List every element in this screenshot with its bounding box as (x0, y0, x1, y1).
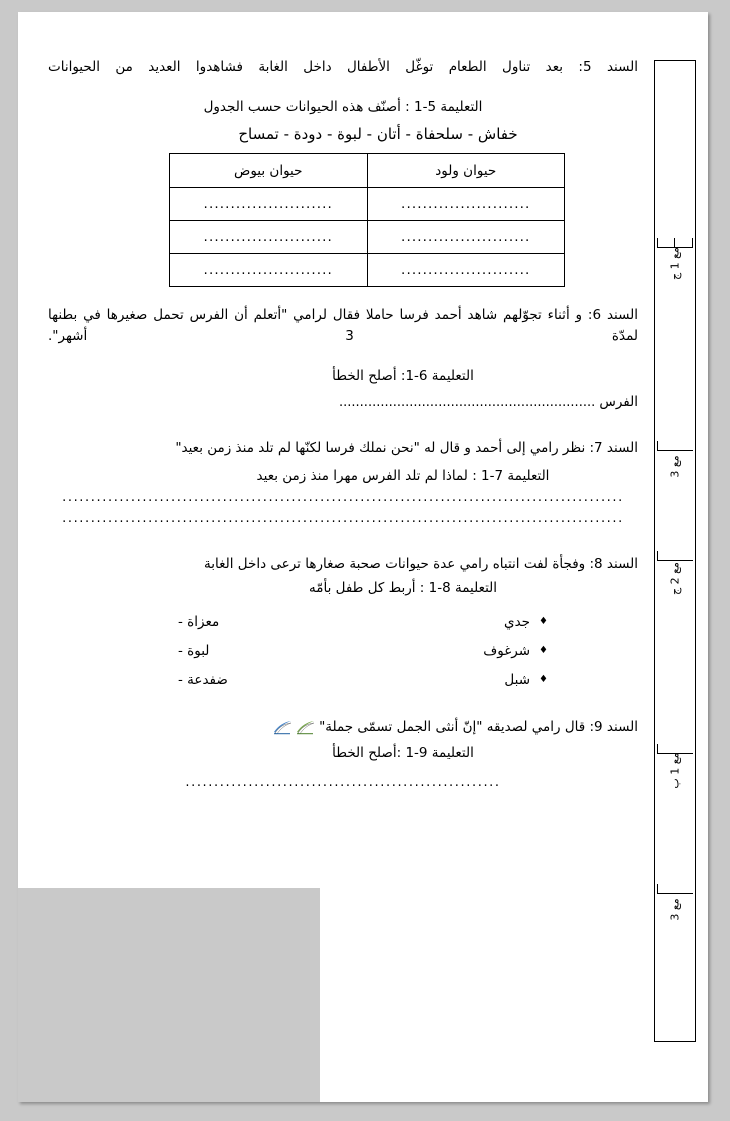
grading-mark[interactable] (655, 893, 695, 953)
grading-tick-right (692, 238, 693, 247)
grading-mark[interactable] (655, 247, 695, 307)
table-cell[interactable]: ........................ (170, 188, 368, 221)
table-cell[interactable]: ........................ (367, 254, 565, 287)
book-swoosh-green-icon (296, 720, 315, 735)
table-header-viviparous: حيوان ولود (367, 154, 565, 188)
section-5-source: السند 5: بعد تناول الطعام توغّل الأطفال داخل الغابة فشاهدوا العديد من الحيوانات (48, 59, 639, 75)
grading-tick-left (657, 551, 658, 560)
table-header-row (170, 154, 565, 188)
table-cell[interactable]: ........................ (170, 221, 368, 254)
diamond-bullet-icon: ♦ (539, 674, 548, 686)
section-6-answer-label: الفرس (599, 393, 638, 410)
document-content (48, 57, 638, 790)
table-row[interactable] (170, 254, 565, 287)
book-swoosh-blue-icon (273, 720, 292, 735)
diamond-bullet-icon: ♦ (539, 616, 548, 628)
match-child-item[interactable] (504, 672, 548, 688)
match-mother-label: لبوة (187, 643, 210, 660)
table-cell[interactable]: ........................ (170, 254, 368, 287)
section-9-instruction: التعليمة 9-1 :أصلح الخطأ (332, 745, 474, 762)
section-6-dots[interactable]: .............................................................. (339, 394, 596, 410)
table-row[interactable] (170, 188, 565, 221)
match-child-item[interactable] (504, 614, 548, 630)
match-mother-label: معزاة (187, 614, 220, 631)
match-row[interactable] (178, 672, 548, 688)
section-8-source: السند 8: وفجأة لفت انتباه رامي عدة حيوانات صحبة صغارها ترعى داخل الغابة (204, 556, 638, 572)
table-header-oviparous: حيوان بيوض (170, 154, 368, 188)
page-sheet (18, 12, 708, 1102)
grading-tick-left (657, 884, 658, 893)
section-7-answer-line-2[interactable]: .................................................................................................. (62, 511, 624, 526)
dash-marker: - (178, 672, 183, 689)
section-7-instruction: التعليمة 7-1 : لماذا لم تلد الفرس مهرا منذ زمن بعيد (256, 468, 550, 484)
section-9-source-row (48, 719, 638, 735)
matching-exercise (48, 614, 638, 688)
classification-table-wrapper (48, 153, 638, 287)
grading-mark-label: مع 1 ب (668, 752, 682, 789)
match-child-label: جدي (504, 614, 531, 631)
grading-mark-label: مع 3 (668, 898, 682, 921)
section-7-source: السند 7: نظر رامي إلى أحمد و قال له "نحن نملك فرسا لكنّها لم تلد منذ زمن بعيد" (175, 439, 638, 456)
section-7-answer-line-1[interactable]: .................................................................................................. (62, 490, 624, 505)
section-6-answer-line[interactable] (48, 394, 638, 410)
grading-tick-left (657, 238, 658, 247)
match-child-label: شبل (504, 672, 531, 689)
grading-margin-column (654, 60, 696, 1042)
grading-mark[interactable] (655, 560, 695, 620)
dash-marker: - (178, 614, 183, 631)
table-cell[interactable]: ........................ (367, 188, 565, 221)
grading-tick-left (657, 744, 658, 753)
section-9-source: السند 9: قال رامي لصديقه "إنّ أنثى الجمل تسمّى جملة" (319, 719, 638, 736)
section-9-decorative-icons (273, 720, 315, 735)
table-cell[interactable]: ........................ (367, 221, 565, 254)
grading-tick-left (657, 441, 658, 450)
match-child-item[interactable] (483, 643, 548, 659)
table-row[interactable] (170, 221, 565, 254)
page-corner-notch (18, 888, 320, 1102)
grading-mark-label: مع 2 ج (668, 562, 682, 595)
classification-table (169, 153, 565, 287)
section-5-instruction: التعليمة 5-1 : أصنّف هذه الحيوانات حسب الجدول (203, 99, 483, 116)
match-mother-item[interactable] (178, 643, 209, 659)
match-mother-item[interactable] (178, 614, 219, 630)
match-row[interactable] (178, 643, 548, 659)
grading-mark-label: مع 3 (668, 455, 682, 478)
match-child-label: شرغوف (483, 643, 531, 660)
match-row[interactable] (178, 614, 548, 630)
grading-mark-label: مع 1 ج (668, 247, 682, 280)
dash-marker: - (178, 643, 183, 660)
section-5-word-list: خفاش - سلحفاة - أتان - لبوة - دودة - تمساح (238, 125, 518, 144)
grading-mark[interactable] (655, 753, 695, 813)
section-8-instruction: التعليمة 8-1 : أربط كل طفل بأمّه (308, 580, 498, 597)
section-6-instruction: التعليمة 6-1: أصلح الخطأ (332, 367, 474, 384)
section-6-source: السند 6: و أثناء تجوّلهم شاهد أحمد فرسا حاملا فقال لرامي "أتعلم أن الفرس تحمل صغيرها في بطنها لمدّة 3 أشهر". (48, 307, 639, 344)
match-mother-label: ضفدعة (187, 672, 228, 689)
section-9-answer-line[interactable]: ....................................................... (185, 775, 501, 791)
match-mother-item[interactable] (178, 672, 228, 688)
grading-mark[interactable] (655, 450, 695, 510)
diamond-bullet-icon: ♦ (539, 645, 548, 657)
